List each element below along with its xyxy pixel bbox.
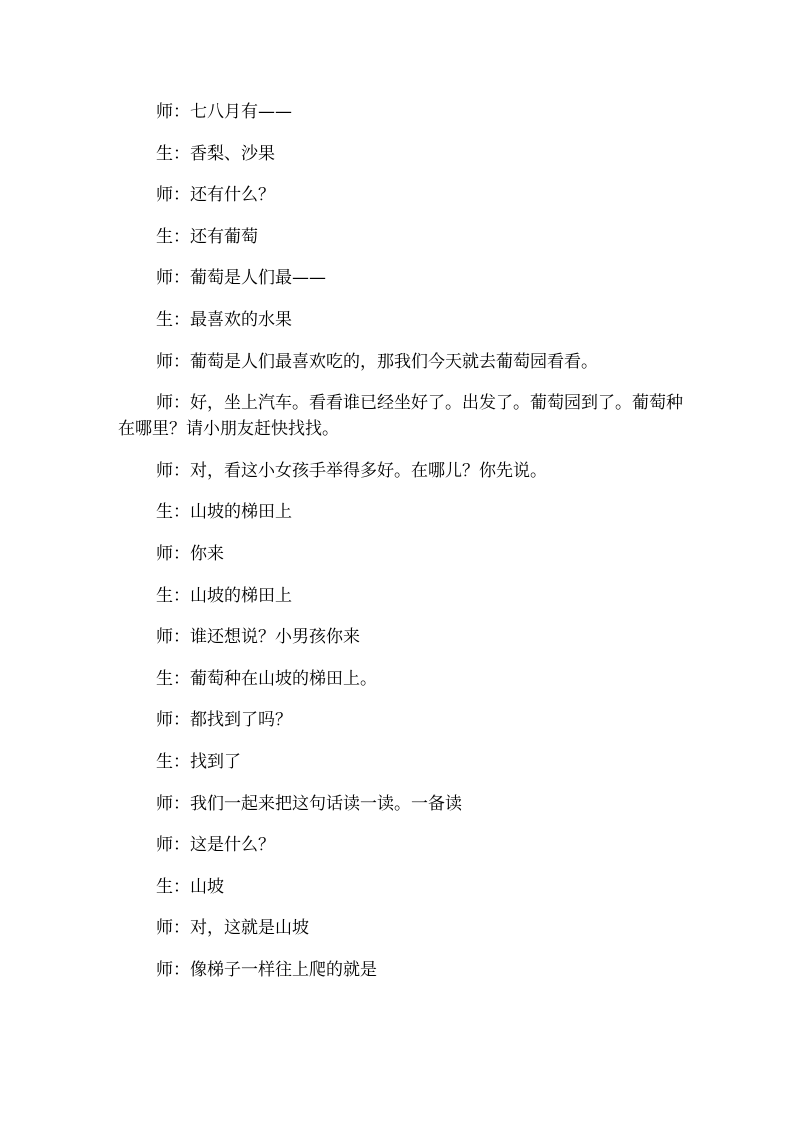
paragraph-4: 生：还有葡萄: [156, 226, 258, 247]
paragraph-12: 生：山坡的梯田上: [156, 585, 292, 606]
paragraph-6: 生：最喜欢的水果: [156, 309, 292, 330]
paragraph-14: 生：葡萄种在山坡的梯田上。: [156, 668, 377, 689]
paragraph-10: 生：山坡的梯田上: [156, 502, 292, 523]
paragraph-20: 师：对，这就是山坡: [156, 918, 309, 939]
paragraph-11: 师：你来: [156, 543, 224, 564]
paragraph-21: 师：像梯子一样往上爬的就是: [156, 959, 377, 980]
paragraph-16: 生：找到了: [156, 751, 241, 772]
paragraph-1: 师：七八月有——: [156, 102, 292, 122]
paragraph-5: 师：葡萄是人们最——: [156, 268, 326, 289]
paragraph-19: 生：山坡: [156, 876, 224, 897]
paragraph-13: 师：谁还想说？小男孩你来: [156, 627, 360, 648]
paragraph-2: 生：香梨、沙果: [156, 143, 275, 164]
paragraph-17: 师：我们一起来把这句话读一读。一备读: [156, 793, 462, 814]
paragraph-15: 师：都找到了吗？: [156, 710, 292, 731]
paragraph-9: 师：对，看这小女孩手举得多好。在哪儿？你先说。: [156, 460, 547, 481]
paragraph-18: 师：这是什么？: [156, 835, 275, 856]
paragraph-8: 师：好，坐上汽车。看看谁已经坐好了。出发了。葡萄园到了。葡萄种在哪里？请小朋友赶快找找。: [118, 393, 683, 440]
paragraph-7: 师：葡萄是人们最喜欢吃的，那我们今天就去葡萄园看看。: [156, 351, 598, 372]
dialogue-text: [118, 102, 688, 1001]
paragraph-3: 师：还有什么？: [156, 185, 275, 206]
